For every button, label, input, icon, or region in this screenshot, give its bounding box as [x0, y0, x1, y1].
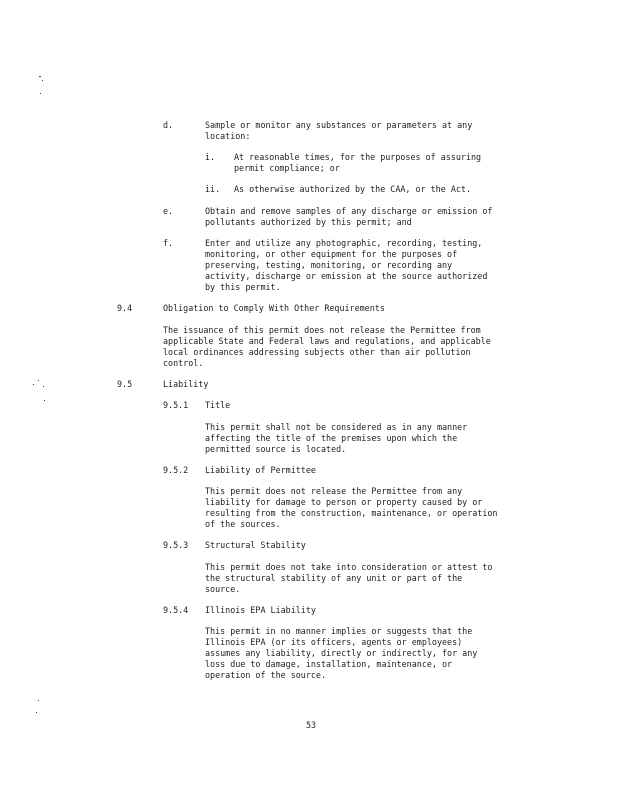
- body-line: local ordinances addressing subjects other than air pollution: [163, 347, 471, 357]
- item-text-line: preserving, testing, monitoring, or recording any: [205, 260, 453, 270]
- item-marker: ii.: [205, 184, 221, 194]
- body-line: Illinois EPA (or its officers, agents or employees): [205, 637, 463, 647]
- scan-speck: [44, 400, 45, 401]
- scan-speck: [38, 380, 39, 381]
- body-line: the structural stability of any unit or part of the: [205, 573, 463, 583]
- body-line: This permit does not take into consideration or attest to: [205, 562, 493, 572]
- scan-speck: [39, 76, 41, 77]
- body-line: applicable State and Federal laws and regulations, and applicable: [163, 336, 491, 346]
- subsection-number: 9.5.2: [163, 465, 189, 475]
- body-line: affecting the title of the premises upon which the: [205, 433, 458, 443]
- scan-speck: [33, 384, 34, 385]
- subsection-heading: Title: [205, 400, 231, 410]
- item-text-line: As otherwise authorized by the CAA, or the Act.: [234, 184, 471, 194]
- item-marker: d.: [163, 120, 174, 130]
- body-line: liability for damage to person or property caused by or: [205, 497, 483, 507]
- item-marker: f.: [163, 238, 174, 248]
- subsection-heading: Liability of Permittee: [205, 465, 316, 475]
- body-line: assumes any liability, directly or indirectly, for any: [205, 648, 478, 658]
- subsection-heading: Structural Stability: [205, 540, 306, 550]
- body-line: permitted source is located.: [205, 444, 347, 454]
- section-heading: Liability: [163, 379, 209, 389]
- body-line: control.: [163, 358, 204, 368]
- scan-speck: [43, 386, 44, 387]
- scan-speck: [42, 80, 43, 81]
- subsection-number: 9.5.1: [163, 400, 189, 410]
- item-marker: i.: [205, 152, 216, 162]
- page-number: 53: [306, 720, 317, 730]
- body-line: operation of the source.: [205, 670, 327, 680]
- item-marker: e.: [163, 206, 174, 216]
- scan-speck: [40, 93, 41, 94]
- item-text-line: by this permit.: [205, 282, 281, 292]
- section-heading: Obligation to Comply With Other Requirements: [163, 303, 385, 313]
- body-line: resulting from the construction, maintenance, or operation: [205, 508, 498, 518]
- item-text-line: At reasonable times, for the purposes of assuring: [234, 152, 482, 162]
- body-line: This permit in no manner implies or suggests that the: [205, 626, 473, 636]
- scan-speck: [36, 712, 37, 713]
- body-line: source.: [205, 584, 241, 594]
- item-text-line: permit compliance; or: [234, 163, 340, 173]
- item-text-line: Obtain and remove samples of any discharge or emission of: [205, 206, 493, 216]
- subsection-number: 9.5.3: [163, 540, 189, 550]
- item-text-line: monitoring, or other equipment for the purposes of: [205, 249, 458, 259]
- section-number: 9.4: [117, 303, 133, 313]
- item-text-line: pollutants authorized by this permit; and: [205, 217, 412, 227]
- item-text-line: activity, discharge or emission at the source authorized: [205, 271, 488, 281]
- item-text-line: Enter and utilize any photographic, recording, testing,: [205, 238, 483, 248]
- body-line: This permit does not release the Permittee from any: [205, 486, 463, 496]
- body-line: This permit shall not be considered as in any manner: [205, 422, 468, 432]
- body-line: loss due to damage, installation, maintenance, or: [205, 659, 453, 669]
- subsection-heading: Illinois EPA Liability: [205, 605, 316, 615]
- section-number: 9.5: [117, 379, 133, 389]
- item-text-line: location:: [205, 131, 251, 141]
- subsection-number: 9.5.4: [163, 605, 189, 615]
- item-text-line: Sample or monitor any substances or parameters at any: [205, 120, 473, 130]
- body-line: The issuance of this permit does not release the Permittee from: [163, 325, 481, 335]
- body-line: of the sources.: [205, 519, 281, 529]
- scan-speck: [38, 700, 39, 701]
